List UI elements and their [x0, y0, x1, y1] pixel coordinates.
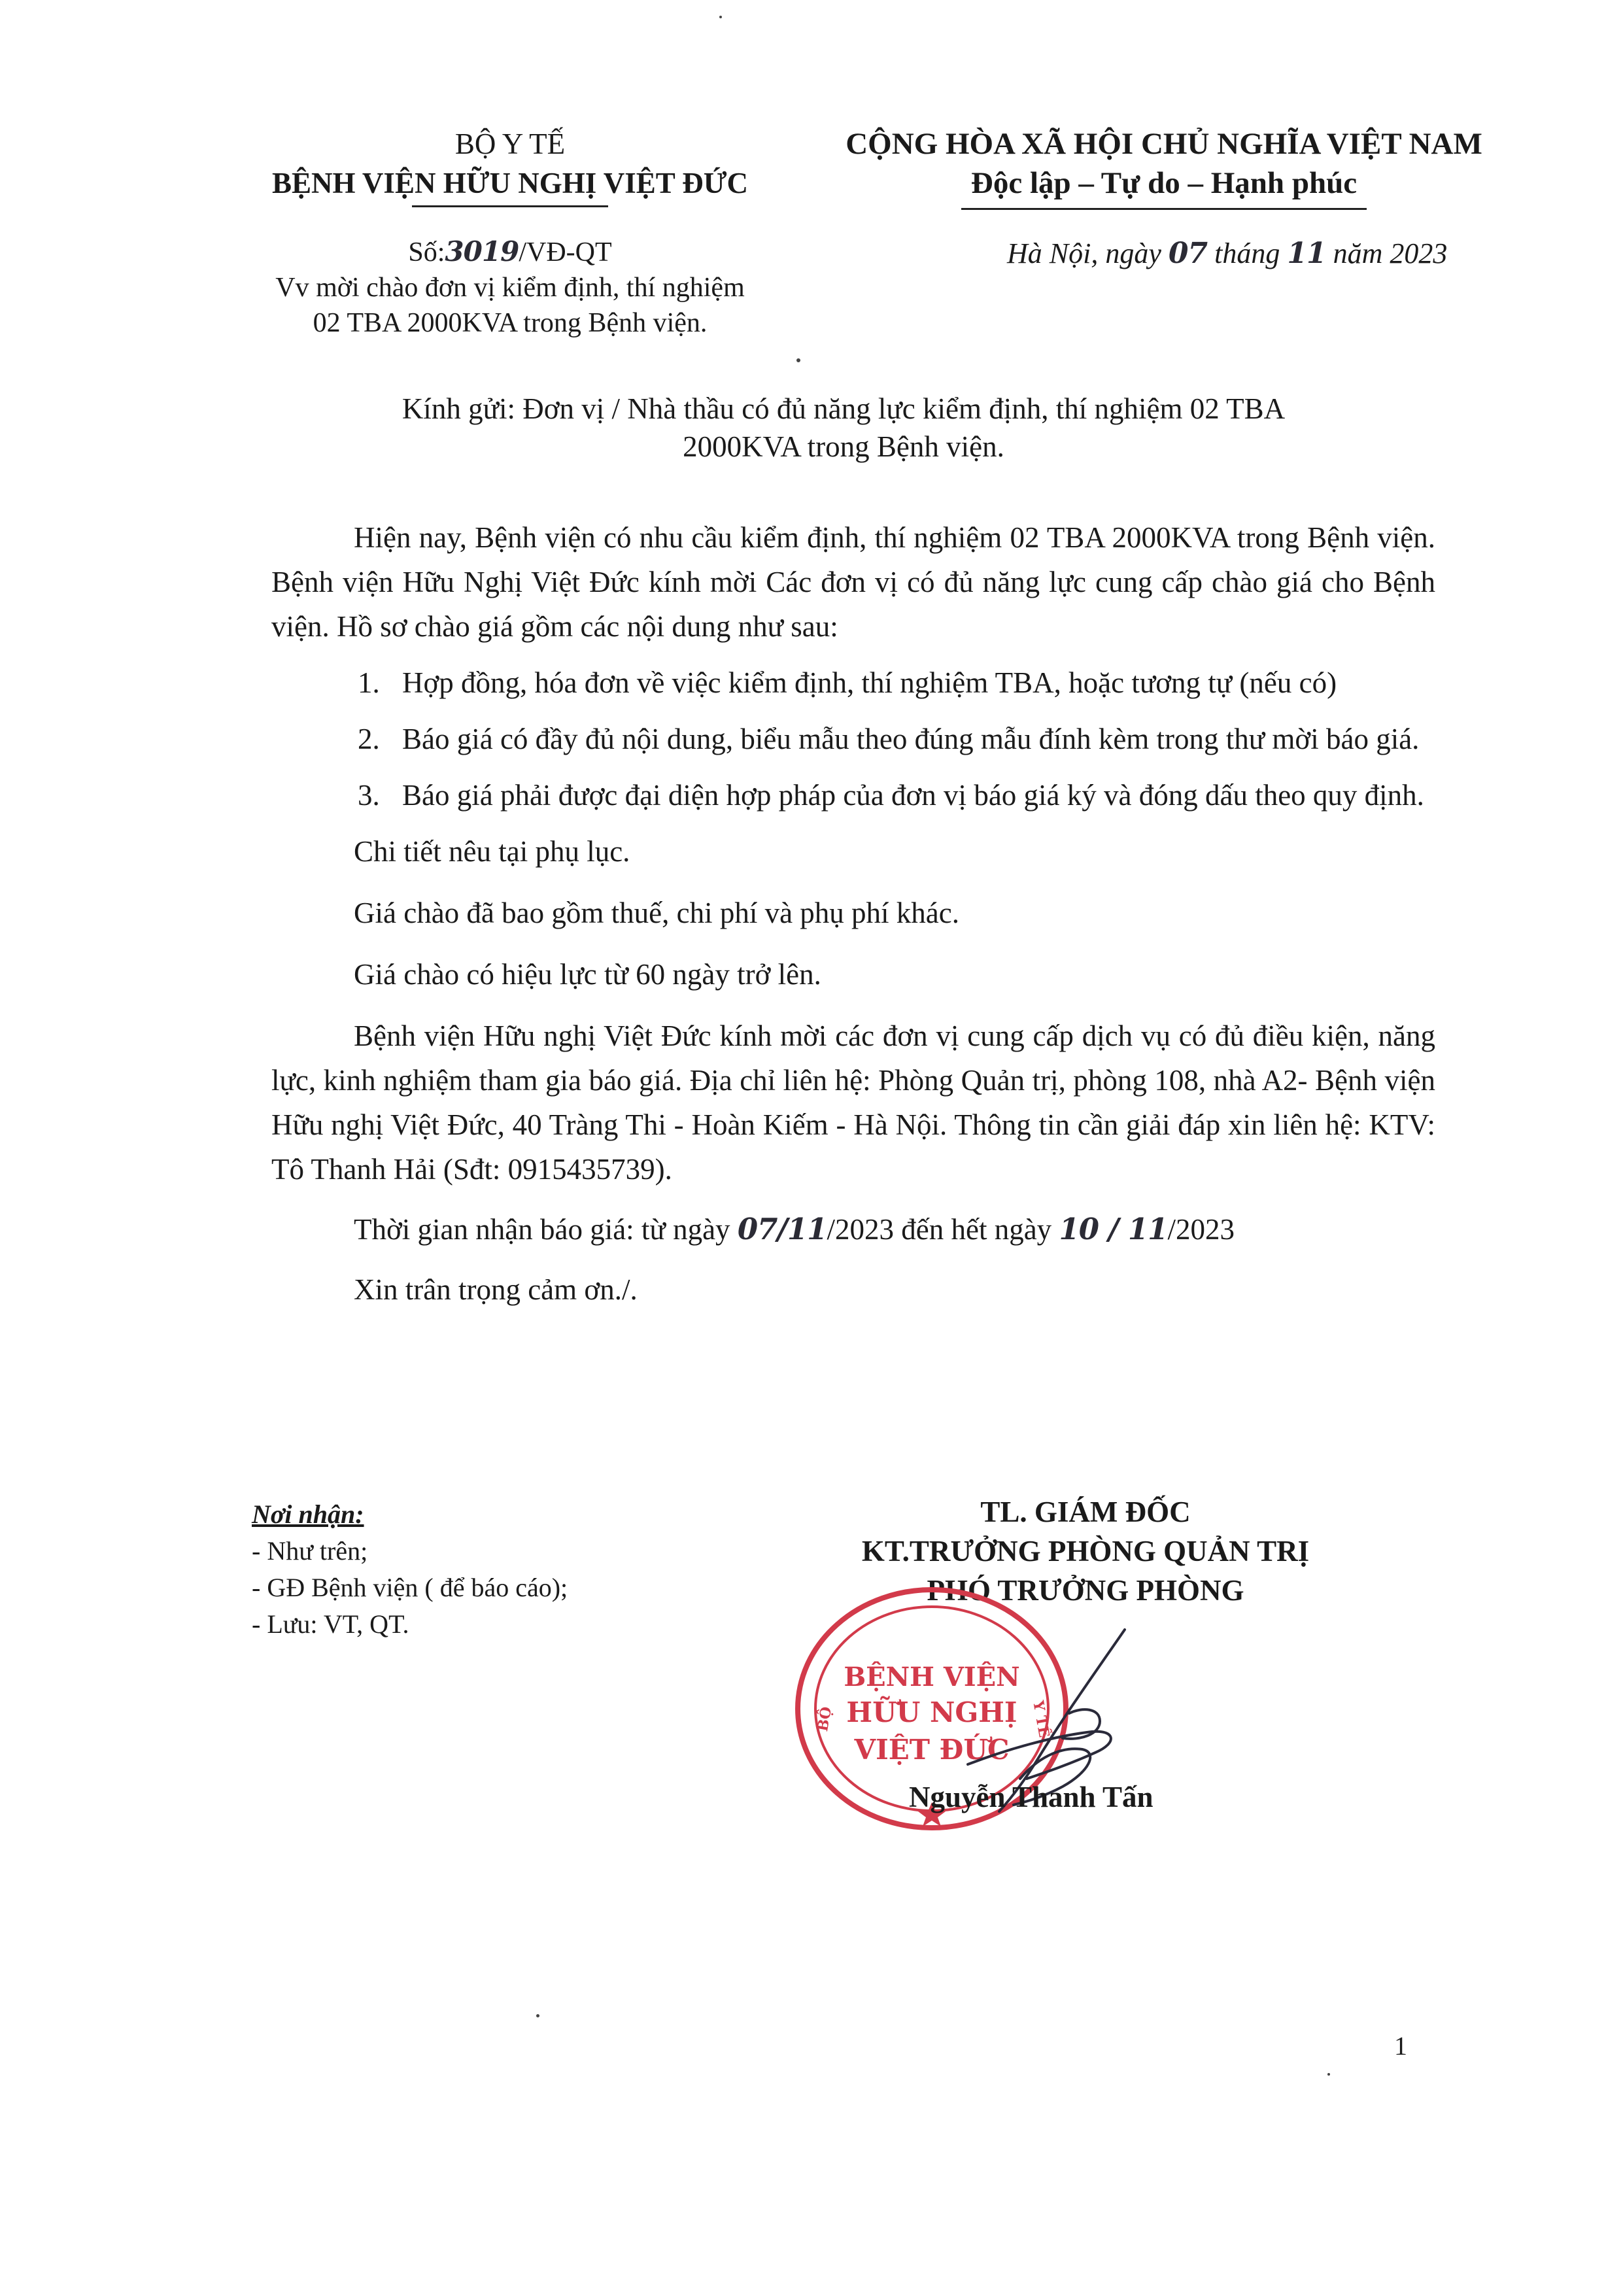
- price-line: Giá chào đã bao gồm thuế, chi phí và phụ phí khác.: [354, 897, 959, 929]
- scan-speck: [796, 358, 800, 362]
- document-number: [209, 234, 811, 270]
- recipient-item: - Lưu: VT, QT.: [252, 1609, 409, 1639]
- recipients-title: Nơi nhận:: [252, 1499, 364, 1529]
- header-right-divider: [961, 208, 1367, 210]
- submission-period: [271, 1207, 1435, 1252]
- issuer-header: [209, 124, 811, 207]
- date-year: năm 2023: [1333, 237, 1448, 269]
- recipient-line: [314, 390, 1373, 466]
- seal-line-3: VIỆT ĐỨC: [854, 1734, 1010, 1766]
- intro-paragraph: Hiện nay, Bệnh viện có nhu cầu kiểm định, thí nghiệm 02 TBA 2000KVA trong Bệnh viện. Bệnh viện Hữu Nghị Việt Đức kính mời Các đơn vị có đủ năng lực cung cấp chào giá cho Bệnh viện. Hồ sơ chào giá gồm các nội dung như sau:: [271, 521, 1435, 643]
- date-month-handwritten: 11: [1287, 237, 1326, 270]
- issue-date: [1007, 237, 1447, 270]
- validity-line: Giá chào có hiệu lực từ 60 ngày trở lên.: [354, 958, 821, 991]
- scan-speck: [536, 2014, 539, 2017]
- list-item-text: Báo giá có đầy đủ nội dung, biểu mẫu theo đúng mẫu đính kèm trong thư mời báo giá.: [402, 723, 1420, 755]
- recipient-item: - Như trên;: [252, 1536, 368, 1566]
- seal-side-right: Y TẾ: [1029, 1699, 1053, 1739]
- list-item-text: Báo giá phải được đại diện hợp pháp của đơn vị báo giá ký và đóng dấu theo quy định.: [402, 779, 1424, 812]
- recipients-block: [252, 1496, 568, 1643]
- document-number-suffix: /VĐ-QT: [519, 237, 612, 267]
- submission-prefix: Thời gian nhận báo giá: từ ngày: [354, 1213, 730, 1246]
- list-item-number: 2.: [358, 723, 380, 755]
- page-number: 1: [1394, 2031, 1407, 2061]
- signature-title-2: KT.TRƯỞNG PHÒNG QUẢN TRỊ: [861, 1535, 1310, 1568]
- list-item: [271, 773, 1435, 817]
- signer-name: Nguyễn Thanh Tấn: [909, 1781, 1153, 1813]
- letter-body: [271, 515, 1435, 1312]
- list-item-number: 1.: [358, 666, 380, 699]
- seal-side-left: BỘ: [814, 1705, 836, 1733]
- scan-speck: [1327, 2073, 1330, 2076]
- submission-end: /2023: [1167, 1213, 1235, 1246]
- signature-title-1: TL. GIÁM ĐỐC: [980, 1496, 1191, 1528]
- recipient-line-1: Kính gửi: Đơn vị / Nhà thầu có đủ năng lực kiểm định, thí nghiệm 02 TBA: [401, 392, 1286, 425]
- document-number-prefix: Số:: [408, 237, 445, 267]
- recipient-item: - GĐ Bệnh viện ( để báo cáo);: [252, 1573, 568, 1602]
- document-number-handwritten: 3019: [445, 235, 519, 267]
- details-line: Chi tiết nêu tại phụ lục.: [354, 835, 630, 868]
- submission-from-handwritten: 07/11: [737, 1212, 827, 1246]
- ministry-name: BỘ Y TẾ: [454, 128, 566, 160]
- submission-middle: /2023 đến hết ngày: [827, 1213, 1052, 1246]
- invitation-paragraph: Bệnh viện Hữu nghị Việt Đức kính mời các đơn vị cung cấp dịch vụ có đủ điều kiện, năng lực, kinh nghiệm tham gia báo giá. Địa chỉ liên hệ: Phòng Quản trị, phòng 108, nhà A2- Bệnh viện Hữu nghị Việt Đức, 40 Tràng Thi - Hoàn Kiếm - Hà Nội. Thông tin cần giải đáp xin liên hệ: KTV: Tô Thanh Hải (Sđt: 0915435739).: [271, 1019, 1435, 1186]
- scan-speck: [719, 16, 722, 18]
- subject-line-2: 02 TBA 2000KVA trong Bệnh viện.: [313, 308, 708, 338]
- document-reference: [209, 234, 811, 341]
- date-month-label: tháng: [1214, 237, 1280, 269]
- header-left-divider: [412, 205, 608, 207]
- list-item: [271, 717, 1435, 761]
- seal-line-2: HỮU NGHỊ: [846, 1696, 1017, 1728]
- date-day-handwritten: 07: [1168, 237, 1208, 270]
- requirements-list: [271, 660, 1435, 817]
- list-item: [271, 660, 1435, 705]
- national-header: [811, 124, 1517, 210]
- list-item-text: Hợp đồng, hóa đơn về việc kiểm định, thí nghiệm TBA, hoặc tương tự (nếu có): [402, 666, 1337, 699]
- date-prefix: Hà Nội, ngày: [1007, 237, 1161, 269]
- subject-line-1: Vv mời chào đơn vị kiểm định, thí nghiệm: [275, 273, 745, 303]
- submission-to-handwritten: 10 / 11: [1059, 1212, 1168, 1246]
- signature-title-3: PHÓ TRƯỞNG PHÒNG: [927, 1574, 1244, 1607]
- list-item-number: 3.: [358, 779, 380, 812]
- national-motto: Độc lập – Tự do – Hạnh phúc: [970, 166, 1358, 200]
- seal-line-1: BỆNH VIỆN: [844, 1662, 1020, 1692]
- hospital-name: BỆNH VIỆN HỮU NGHỊ VIỆT ĐỨC: [271, 167, 749, 199]
- thanks-line: Xin trân trọng cảm ơn./.: [354, 1273, 638, 1306]
- country-name: CỘNG HÒA XÃ HỘI CHỦ NGHĨA VIỆT NAM: [846, 127, 1482, 161]
- recipient-line-2: 2000KVA trong Bệnh viện.: [683, 430, 1004, 463]
